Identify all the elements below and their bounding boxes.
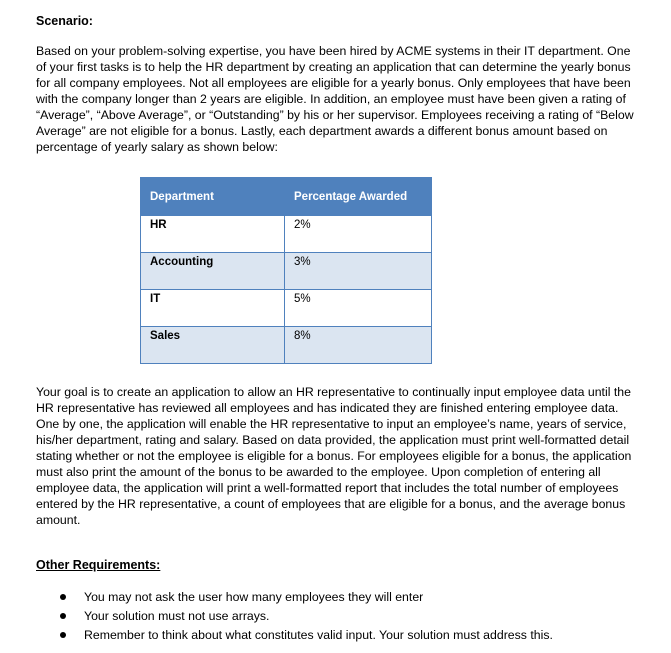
percentage-cell: 5% [285,290,432,327]
bonus-percentage-table [140,177,432,364]
department-cell: IT [141,290,285,327]
table-row [141,216,432,253]
department-cell: Sales [141,327,285,364]
other-requirements-heading: Other Requirements: [36,558,161,572]
requirement-text: Your solution must not use arrays. [84,609,270,623]
table-header-row [141,178,432,216]
list-item [58,588,553,607]
list-item [58,607,553,626]
table-row [141,253,432,290]
scenario-heading: Scenario: [36,14,93,28]
department-cell: HR [141,216,285,253]
requirement-text: You may not ask the user how many employees they will enter [84,590,424,604]
percentage-cell: 3% [285,253,432,290]
table-row [141,327,432,364]
percentage-cell: 8% [285,327,432,364]
goal-paragraph: Your goal is to create an application to allow an HR representative to continually input employee data until the HR representative has reviewed all employees and has indicated they are finished entering employee data. One by one, the application will enable the HR representative to input an employee’s name, years of service, his/her department, rating and salary. Based on data provided, the application must print well-formatted detail stating whether or not the employee is eligible for a bonus. For employees eligible for a bonus, the application must also print the amount of the bonus to be awarded to the employee. Upon completion of entering all employee data, the application will print a well-formatted report that includes the total number of employees entered by the HR representative, a count of employees that are eligible for a bonus, and the average bonus amount. [36,385,632,527]
intro-paragraph: Based on your problem-solving expertise, you have been hired by ACME systems in their IT department. One of your first tasks is to help the HR department by creating an application that can determine the yearly bonus for all company employees. Not all employees are eligible for a yearly bonus. Only employees that have been with the company longer than 2 years are eligible. In addition, an employee must have been given a rating of “Average”, “Above Average”, or “Outstanding” by his or her supervisor. Employees receiving a rating of “Below Average” are not eligible for a bonus. Lastly, each department awards a different bonus amount based on percentage of yearly salary as shown below: [36,44,634,154]
table-row [141,290,432,327]
percentage-column-header: Percentage Awarded [285,178,432,216]
requirement-text: Remember to think about what constitutes valid input. Your solution must address this. [84,628,553,642]
bullet-icon [60,613,66,619]
department-column-header: Department [141,178,285,216]
requirements-list [58,588,553,645]
bullet-icon [60,632,66,638]
department-cell: Accounting [141,253,285,290]
list-item [58,626,553,645]
bullet-icon [60,594,66,600]
percentage-cell: 2% [285,216,432,253]
